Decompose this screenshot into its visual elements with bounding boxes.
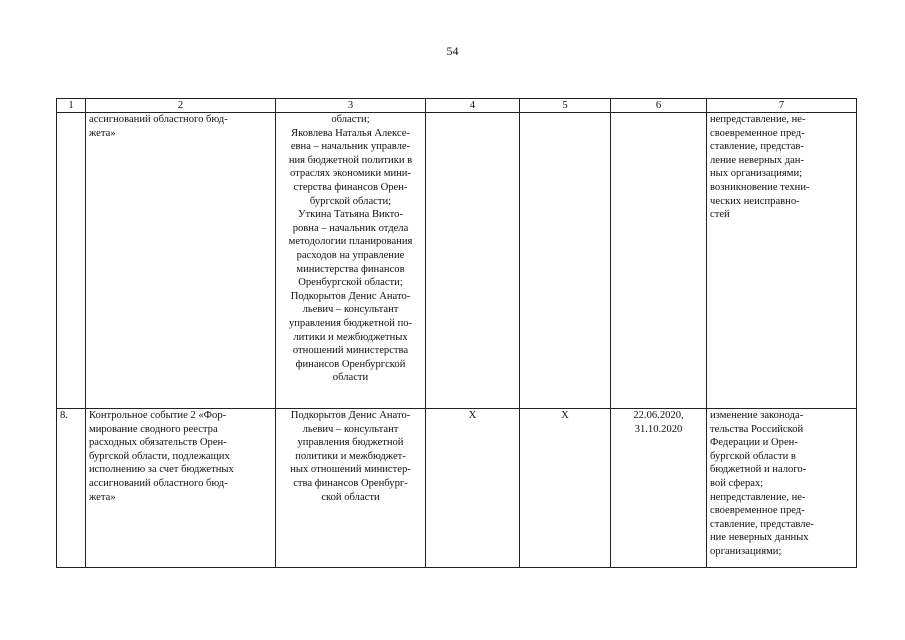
text-line: ческих неисправно-: [710, 195, 800, 207]
text-line: изменение законода-: [710, 410, 804, 421]
text-line: ставление, представле-: [710, 518, 814, 530]
document-table: [56, 98, 857, 568]
text-line: бюджетной и налого-: [710, 464, 807, 476]
text-line: Подкорытов Денис Анато-: [290, 290, 411, 302]
text-line: министерства финансов: [296, 263, 405, 275]
text-line: своевременное пред-: [710, 127, 805, 139]
text-line: непредставление, не-: [710, 491, 806, 503]
text-line: исполнению за счет бюджетных: [89, 464, 234, 476]
text-line: бургской области, подлежащих: [89, 450, 230, 462]
text-line: области: [332, 372, 369, 384]
text-line: управления бюджетной по-: [288, 317, 413, 329]
text-line: управления бюджетной: [297, 437, 404, 449]
text-line: ассигнований областного бюд-: [89, 477, 228, 489]
text-line: финансов Оренбургской: [295, 358, 406, 370]
cell-risks: [707, 409, 857, 568]
header-col-2: 2: [86, 99, 276, 113]
text-line: стерства финансов Орен-: [293, 181, 408, 193]
header-col-5: 5: [520, 99, 611, 113]
cell-col-4: Х: [426, 409, 520, 568]
text-line: евна – начальник управле-: [290, 141, 411, 153]
cell-num: 8.: [57, 409, 86, 568]
text-line: ской области: [321, 491, 380, 503]
cell-responsible: [276, 409, 426, 568]
text-line: ния бюджетной политики в: [288, 154, 413, 166]
text-line: Оренбургской области;: [298, 277, 403, 289]
header-col-7: 7: [707, 99, 857, 113]
text-line: организациями;: [710, 545, 782, 557]
table-row-continued: [57, 113, 857, 409]
text-line: льевич – консультант: [302, 304, 399, 316]
text-line: Яковлева Наталья Алексе-: [291, 127, 410, 139]
text-line: политики и межбюджет-: [295, 450, 406, 462]
text-line: методологии планирования: [288, 236, 413, 248]
text-line: отраслях экономики мини-: [289, 168, 411, 180]
text-line: ление неверных дан-: [710, 154, 805, 166]
header-col-6: 6: [611, 99, 707, 113]
text-line: Уткина Татьяна Викто-: [297, 209, 403, 221]
header-row: [57, 99, 857, 113]
text-line: ства финансов Оренбург-: [293, 477, 408, 489]
text-line: ных отношений министер-: [290, 464, 411, 476]
cell-col-5: [520, 113, 611, 409]
text-line: своевременное пред-: [710, 505, 805, 517]
cell-col-5: Х: [520, 409, 611, 568]
table-row-8: [57, 409, 857, 568]
text-line: тельства Российской: [710, 423, 804, 435]
text-line: расходов на управление: [296, 249, 405, 261]
text-line: вой сферах;: [710, 477, 764, 489]
text-line: бургской области в: [710, 450, 796, 462]
text-line: ровна – начальник отдела: [292, 222, 409, 234]
text-line: 22.06.2020,: [633, 410, 684, 421]
text-line: ных организациями;: [710, 168, 803, 180]
header-col-1: 1: [57, 99, 86, 113]
text-line: ассигнований областного бюд-: [89, 114, 228, 125]
cell-event-name: [86, 409, 276, 568]
text-line: льевич – консультант: [302, 423, 399, 435]
cell-num: [57, 113, 86, 409]
text-line: области;: [331, 114, 370, 125]
text-line: стей: [710, 209, 730, 221]
text-line: Подкорытов Денис Анато-: [290, 410, 411, 421]
cell-dates: [611, 113, 707, 409]
text-line: возникновение техни-: [710, 181, 810, 193]
text-line: мирование сводного реестра: [89, 423, 218, 435]
text-line: Контрольное событие 2 «Фор-: [89, 410, 227, 421]
cell-dates: [611, 409, 707, 568]
text-line: расходных обязательств Орен-: [89, 437, 227, 449]
text-line: непредставление, не-: [710, 114, 806, 125]
cell-risks: [707, 113, 857, 409]
page-number: 54: [446, 44, 459, 58]
text-line: бургской области;: [309, 195, 392, 207]
header-col-3: 3: [276, 99, 426, 113]
text-line: отношений министерства: [292, 345, 409, 357]
cell-col-4: [426, 113, 520, 409]
cell-responsible: [276, 113, 426, 409]
text-line: ние неверных данных: [710, 532, 809, 544]
text-line: ставление, представ-: [710, 141, 804, 153]
header-col-4: 4: [426, 99, 520, 113]
text-line: жета»: [89, 127, 116, 139]
text-line: литики и межбюджетных: [293, 331, 408, 343]
text-line: Федерации и Орен-: [710, 437, 798, 449]
text-line: 31.10.2020: [634, 423, 683, 435]
text-line: жета»: [89, 491, 116, 503]
cell-event-name: [86, 113, 276, 409]
